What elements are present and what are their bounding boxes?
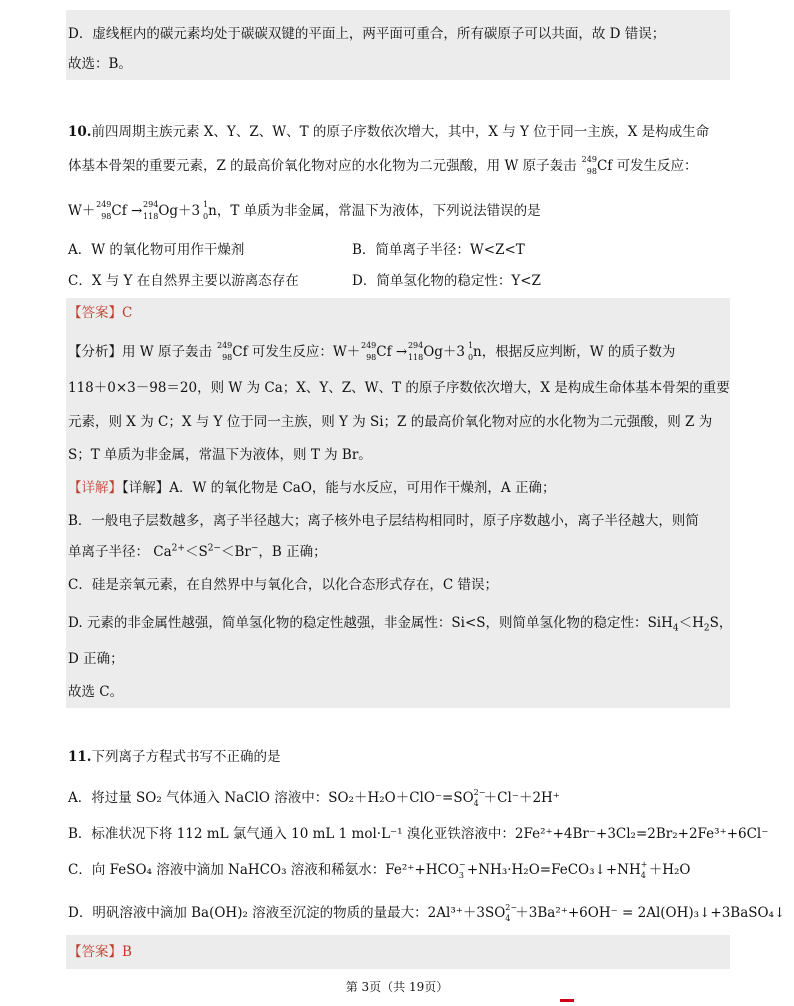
q11-option-c-text3: ＋H₂O — [648, 862, 691, 878]
q10-analysis-text1b: 可发生反应： — [251, 344, 333, 360]
q10-stem-line1 — [68, 122, 709, 142]
prev-solution-block — [66, 10, 730, 80]
q11-stem — [68, 747, 281, 767]
prev-solution-conclusion: 故选：B。 — [68, 56, 132, 72]
q10-detail-text3: 单离子半径： — [68, 544, 149, 560]
n-nuclide: 1 0 — [203, 199, 209, 221]
q11-option-d — [68, 903, 785, 924]
q10-analysis-text1a: 【分析】用 W 原子轰击 — [68, 344, 212, 360]
q11-option-d-text: D．明矾溶液中滴加 Ba(OH)₂ 溶液至沉淀的物质的量最大：2Al³⁺＋3SO — [68, 905, 506, 921]
q11-option-a-text: A．将过量 SO₂ 气体通入 NaClO 溶液中：SO₂＋H₂O＋ClO⁻=SO — [68, 790, 474, 806]
q11-stem-text: 下列离子方程式书写不正确的是 — [91, 749, 281, 765]
q10-stem-line2: 体基本骨架的重要元素，Z 的最高价氧化物对应的水化物为二元强酸，用 W 原子轰击 249 98 Cf 可发生反应： — [68, 154, 698, 176]
q11-option-c-text2: +NH₃·H₂O=FeCO₃↓+NH — [466, 862, 641, 878]
q11-option-a-text2: ＋Cl⁻＋2H⁺ — [483, 790, 560, 806]
og-nuclide: 294 118 — [407, 340, 424, 362]
ammonium-charge: + 4 — [640, 859, 648, 880]
q11-option-b: B．标准状况下将 112 mL 氯气通入 10 mL 1 mol·L⁻¹ 溴化亚铁溶液中：2Fe²⁺+4Br⁻+3Cl₂=2Br₂+2Fe³⁺+6Cl⁻ — [68, 826, 769, 842]
q10-analysis-text1c: ，根据反应判断，W 的质子数为 — [481, 344, 676, 360]
cf-nuclide: 249 98 — [581, 154, 597, 176]
q10-analysis-line3: 元素，则 X 为 C；X 与 Y 位于同一主族，则 Y 为 Si；Z 的最高价氧化物对应的水化物为二元强酸，则 Z 为 — [68, 414, 713, 430]
q11-answer-block — [66, 935, 730, 969]
q10-stem-text1: 前四周期主族元素 X、Y、Z、W、T 的原子序数依次增大，其中，X 与 Y 位于同一主族，X 是构成生命 — [91, 124, 710, 140]
q10-analysis-line2: 118＋0×3－98＝20，则 W 为 Ca；X、Y、Z、W、T 的原子序数依次增大，X 是构成生命体基本骨架的重要 — [68, 380, 730, 396]
q10-answer: 【答案】C — [68, 305, 133, 321]
q10-stem-text3: ，T 单质为非金属，常温下为液体，下列说法错误的是 — [216, 203, 541, 219]
q11-option-c — [68, 860, 691, 881]
q11-option-c-text: C．向 FeSO₄ 溶液中滴加 NaHCO₃ 溶液和稀氨水：Fe²⁺+HCO — [68, 862, 459, 878]
q10-detail-line6: D 正确； — [68, 651, 124, 667]
cf-nuclide: 249 98 — [216, 340, 233, 362]
q10-stem-text2b: 可发生反应： — [616, 158, 698, 174]
cf-nuclide: 249 98 — [361, 340, 377, 362]
og-nuclide: 294 118 — [143, 199, 159, 221]
q10-analysis-line1: 【分析】用 W 原子轰击 249 98 Cf 可发生反应：W＋ 249 98 Cf → 294 118 Og＋3 1 0 n，根据反应判断，W 的质子数为 — [68, 340, 676, 362]
sulfate-charge: 2− 4 — [473, 787, 486, 808]
q10-detail-line1: 【详解】【详解】A．W 的氧化物是 CaO，能与水反应，可用作干燥剂，A 正确； — [68, 480, 556, 496]
prev-solution-line-d: D．虚线框内的碳元素均处于碳碳双键的平面上，两平面可重合，所有碳原子可以共面，故 D 错误； — [68, 26, 666, 42]
q10-detail-text5: D. 元素的非金属性越强，简单氢化物的稳定性越强，非金属性：Si<S，则简单氢化物的稳定性： — [68, 615, 648, 631]
q11-option-a — [68, 788, 560, 809]
sulfate-charge: 2− 4 — [505, 902, 518, 923]
q10-option-d: D．简单氢化物的稳定性：Y<Z — [352, 273, 541, 289]
q10-number: 10. — [68, 124, 92, 140]
q10-option-c: C．X 与 Y 在自然界主要以游离态存在 — [68, 273, 299, 289]
q10-analysis-line4: S；T 单质为非金属，常温下为液体，则 T 为 Br。 — [68, 447, 372, 463]
q10-stem-text2a: 体基本骨架的重要元素，Z 的最高价氧化物对应的水化物为二元强酸，用 W 原子轰击 — [68, 158, 577, 174]
q11-answer: 【答案】B — [68, 944, 132, 960]
q10-detail-line4: C．硅是亲氧元素，在自然界中与氧化合，以化合态形式存在，C 错误； — [68, 577, 498, 593]
cf-nuclide: 249 98 — [96, 199, 112, 221]
page-footer: 第 3页（共 19页） — [345, 980, 449, 994]
n-nuclide: 1 0 — [467, 340, 474, 362]
q10-detail-line5: D. 元素的非金属性越强，简单氢化物的稳定性越强，非金属性：Si<S，则简单氢化物的稳定性：$SiH_4<H_2S$， — [68, 615, 733, 634]
bicarbonate-charge: − 3 — [458, 859, 466, 880]
q10-stem-line3: W＋ 249 98 Cf → 294 118 Og＋3 1 0 n，T 单质为非金属，常温下为液体，下列说法错误的是 — [68, 199, 541, 221]
footer-mark — [560, 999, 574, 1002]
q10-detail-line7: 故选 C。 — [68, 684, 124, 700]
q11-number: 11. — [68, 749, 92, 765]
q10-detail-text3b: ，B 正确； — [258, 544, 327, 560]
q10-option-a: A．W 的氧化物可用作干燥剂 — [68, 242, 245, 258]
q10-option-b: B．简单离子半径：W<Z<T — [352, 242, 525, 258]
q10-detail-text1: 【详解】A．W 的氧化物是 CaO，能与水反应，可用作干燥剂，A 正确； — [122, 480, 556, 496]
q10-detail-line2: B．一般电子层数越多，离子半径越大；离子核外电子层结构相同时，原子序数越小，离子半径越大，则简 — [68, 513, 699, 529]
q11-option-d-text2: ＋3Ba²⁺+6OH⁻ = 2Al(OH)₃↓+3BaSO₄↓ — [515, 905, 786, 921]
q10-detail-line3: 单离子半径： $Ca^{2+}<S^{2-}<Br^-$，B 正确； — [68, 543, 327, 560]
